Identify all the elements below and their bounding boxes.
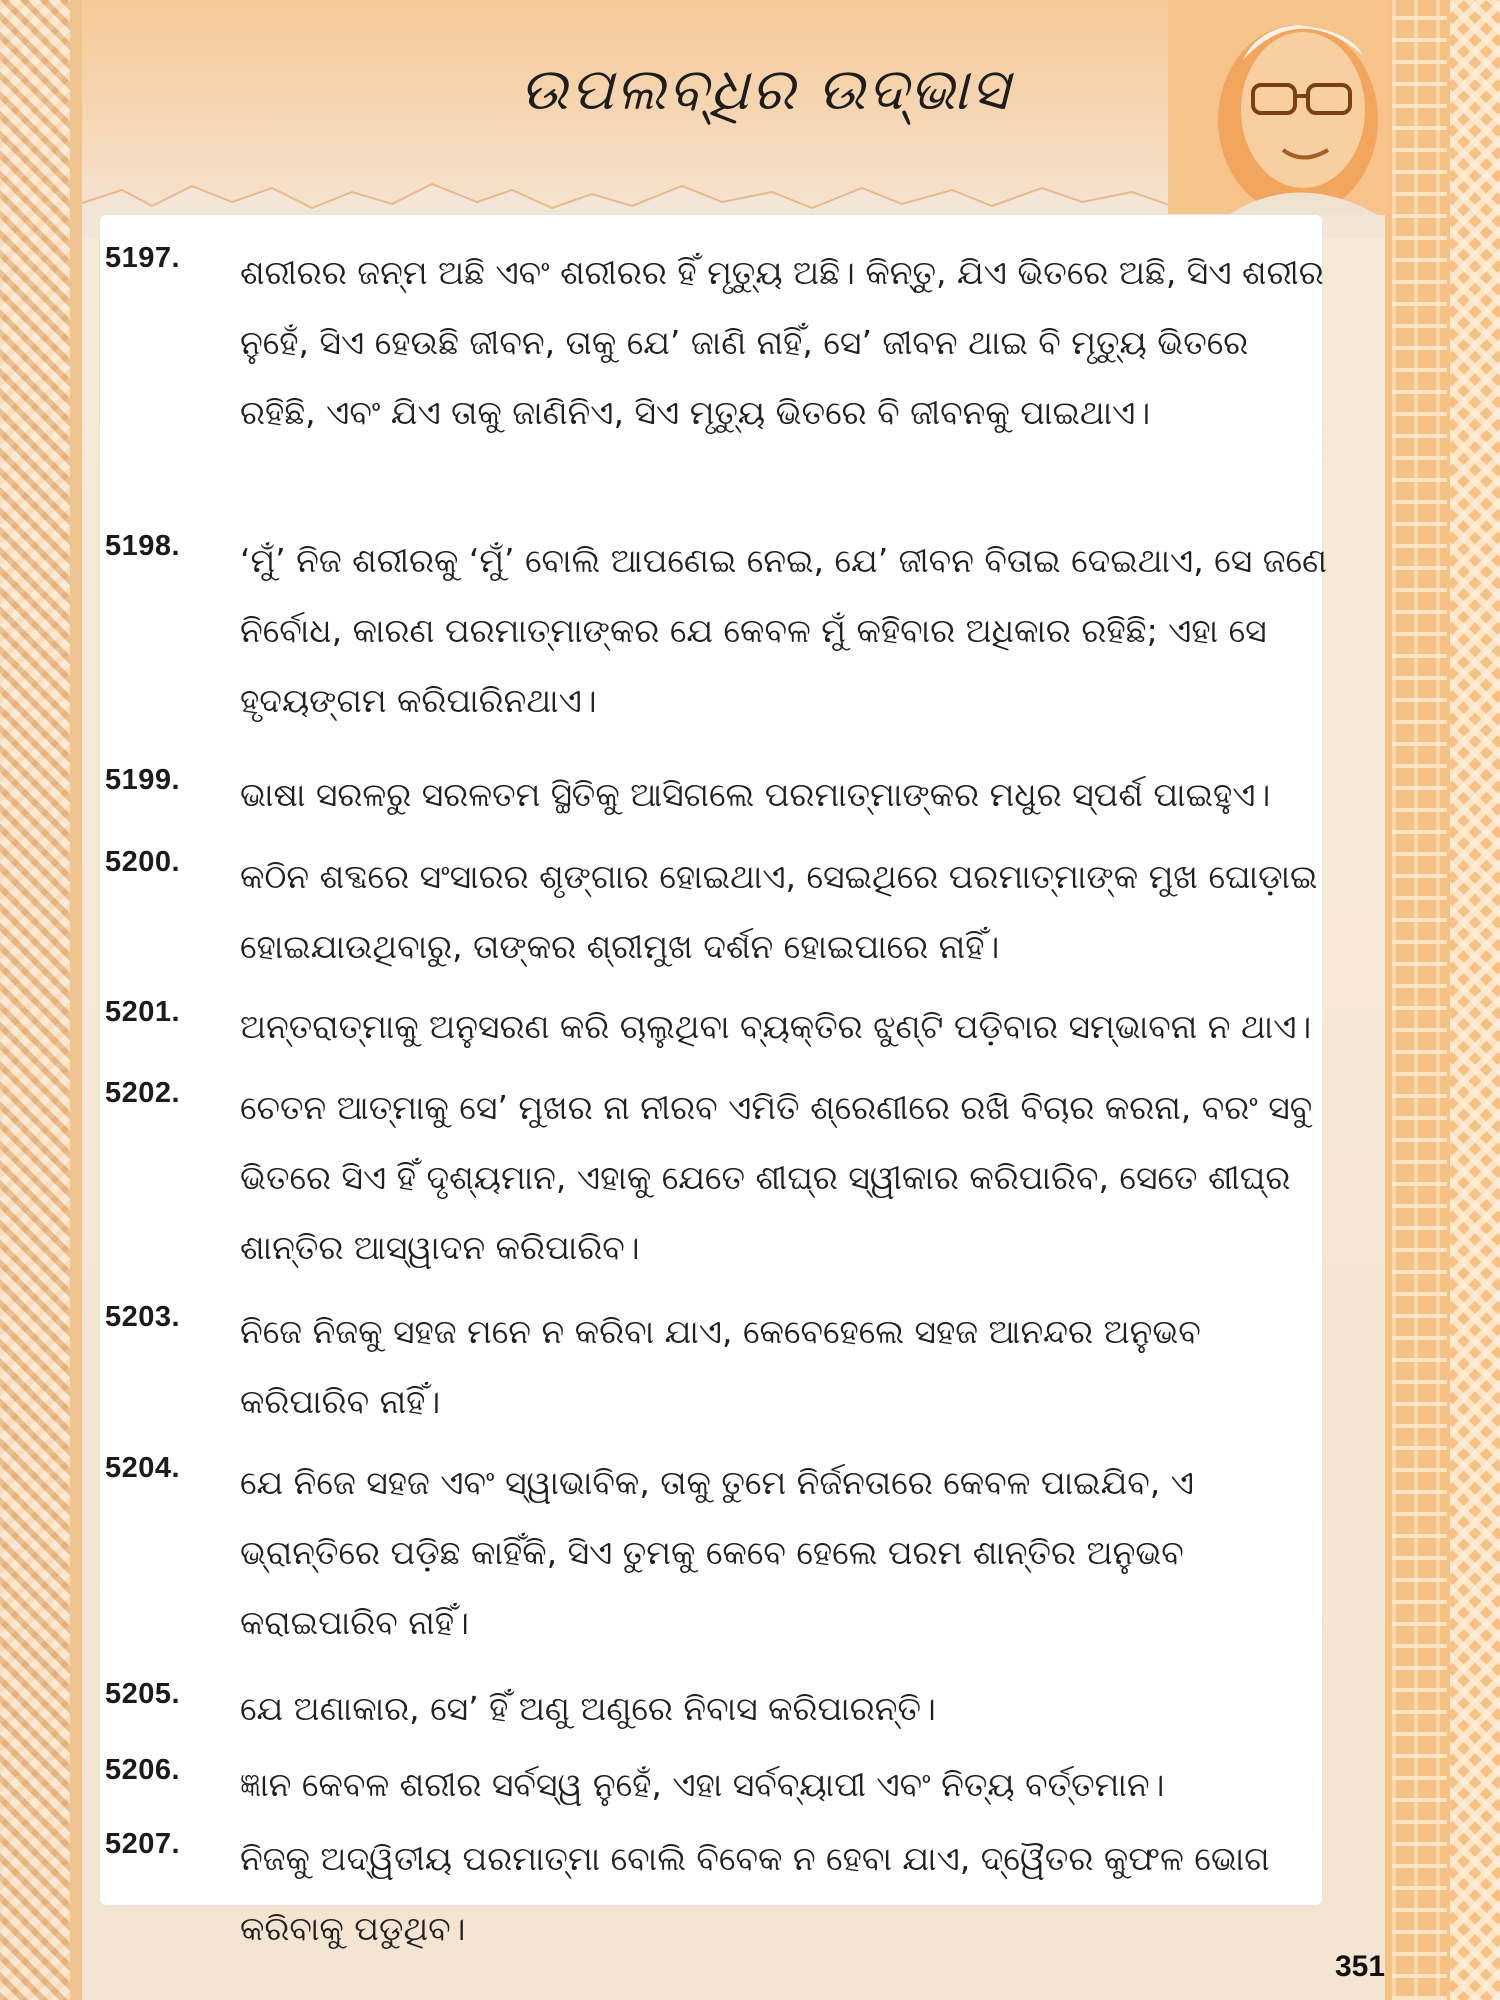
entry-number: 5207. [105, 1828, 181, 1860]
entry-number: 5197. [105, 242, 181, 274]
entry-number: 5205. [105, 1678, 181, 1710]
entry-text: ‘ମୁଁ’ ନିଜ ଶରୀରକୁ ‘ମୁଁ’ ବୋଲି ଆପଣେଇ ନେଇ, ଯେ’ ଜୀବନ ବିତାଇ ଦେଇଥାଏ, ସେ ଜଣେ ନିର୍ବୋଧ, କାରଣ ପରମାତ୍ମାଙ୍କର ଯେ କେବଳ ମୁଁ କହିବାର ଅଧିକାର ରହିଛି; ଏହା ସେ ହୃଦୟଙ୍ଗମ କରିପାରିନଥାଏ। [240, 541, 1328, 720]
left-border-band [70, 0, 82, 2000]
right-border-pattern [1392, 0, 1447, 2000]
entry-text: ନିଜକୁ ଅଦ୍ୱିତୀୟ ପରମାତ୍ମା ବୋଲି ବିବେକ ନ ହେବା ଯାଏ, ଦ୍ୱୈତର କୁଫଳ ଭୋଗ କରିବାକୁ ପଡୁଥିବ। [240, 1839, 1270, 1948]
entry-number: 5201. [105, 996, 181, 1028]
entry-text: ଭାଷା ସରଳରୁ ସରଳତମ ସ୍ଥିତିକୁ ଆସିଗଲେ ପରମାତ୍ମାଙ୍କର ମଧୁର ସ୍ପର୍ଶ ପାଇହୁଏ। [240, 775, 1271, 814]
entry-text: ଅନ୍ତରାତ୍ମାକୁ ଅନୁସରଣ କରି ଚାଲୁଥିବା ବ୍ୟକ୍ତିର ଝୁଣ୍ଟି ପଡ଼ିବାର ସମ୍ଭାବନା ନ ଥାଏ। [240, 1007, 1312, 1046]
entry-number: 5204. [105, 1452, 181, 1484]
entry-number: 5200. [105, 846, 181, 878]
entry-text: ନିଜେ ନିଜକୁ ସହଜ ମନେ ନ କରିବା ଯାଏ, କେବେହେଲେ ସହଜ ଆନନ୍ଦର ଅନୁଭବ କରିପାରିବ ନାହିଁ। [240, 1312, 1201, 1421]
entry-number: 5206. [105, 1754, 181, 1786]
page-number: 351 [1335, 1950, 1386, 1983]
entry-number: 5199. [105, 764, 181, 796]
entry-text: ଚେତନ ଆତ୍ମାକୁ ସେ’ ମୁଖର ନା ନୀରବ ଏମିତି ଶ୍ରେଣୀରେ ରଖି ବିଚାର କରନା, ବରଂ ସବୁ ଭିତରେ ସିଏ ହିଁ ଦୃଶ୍ୟମାନ, ଏହାକୁ ଯେତେ ଶୀଘ୍ର ସ୍ୱୀକାର କରିପାରିବ, ସେତେ ଶୀଘ୍ର ଶାନ୍ତିର ଆସ୍ୱାଦନ କରିପାରିବ। [240, 1088, 1313, 1267]
author-portrait [1168, 0, 1388, 215]
entry-number: 5198. [105, 530, 181, 562]
entry-text: କଠିନ ଶବ୍ଦରେ ସଂସାରର ଶୃଙ୍ଗାର ହୋଇଥାଏ, ସେଇଥିରେ ପରମାତ୍ମାଙ୍କ ମୁଖ ଘୋଡ଼ାଇ ହୋଇଯାଉଥିବାରୁ, ତାଙ୍କର ଶ୍ରୀମୁଖ ଦର୍ଶନ ହୋଇପାରେ ନାହିଁ। [240, 857, 1318, 966]
entry-text: ଶରୀରର ଜନ୍ମ ଅଛି ଏବଂ ଶରୀରର ହିଁ ମୃତ୍ୟୁ ଅଛି। କିନ୍ତୁ, ଯିଏ ଭିତରେ ଅଛି, ସିଏ ଶରୀର ନୁହେଁ, ସିଏ ହେଉଛି ଜୀବନ, ତାକୁ ଯେ’ ଜାଣି ନାହିଁ, ସେ’ ଜୀବନ ଥାଇ ବି ମୃତ୍ୟୁ ଭିତରେ ରହିଛି, ଏବଂ ଯିଏ ତାକୁ ଜାଣିନିଏ, ସିଏ ମୃତ୍ୟୁ ଭିତରେ ବି ଜୀବନକୁ ପାଇଥାଏ। [240, 253, 1324, 432]
entry-number: 5203. [105, 1301, 181, 1333]
entry-text: ଜ୍ଞାନ କେବଳ ଶରୀର ସର୍ବସ୍ୱ ନୁହେଁ, ଏହା ସର୍ବବ୍ୟାପୀ ଏବଂ ନିତ୍ୟ ବର୍ତ୍ତମାନ। [240, 1765, 1165, 1804]
entry-text: ଯେ ନିଜେ ସହଜ ଏବଂ ସ୍ୱାଭାବିକ, ତାକୁ ତୁମେ ନିର୍ଜନତାରେ କେବଳ ପାଇଯିବ, ଏ ଭ୍ରାନ୍ତିରେ ପଡ଼ିଛ କାହିଁକି, ସିଏ ତୁମକୁ କେବେ ହେଲେ ପରମ ଶାନ୍ତିର ଅନୁଭବ କରାଇପାରିବ ନାହିଁ। [240, 1463, 1194, 1642]
right-border-zigzag [1450, 0, 1500, 2000]
left-decorative-border [0, 0, 70, 2000]
entry-text: ଯେ ଅଣାକାର, ସେ’ ହିଁ ଅଣୁ ଅଣୁରେ ନିବାସ କରିପାରନ୍ତି। [240, 1689, 936, 1728]
entry-number: 5202. [105, 1077, 181, 1109]
page-title: ଉପଲବ୍ଧିର ଉଦ୍‌ଭାସ [520, 55, 1011, 123]
